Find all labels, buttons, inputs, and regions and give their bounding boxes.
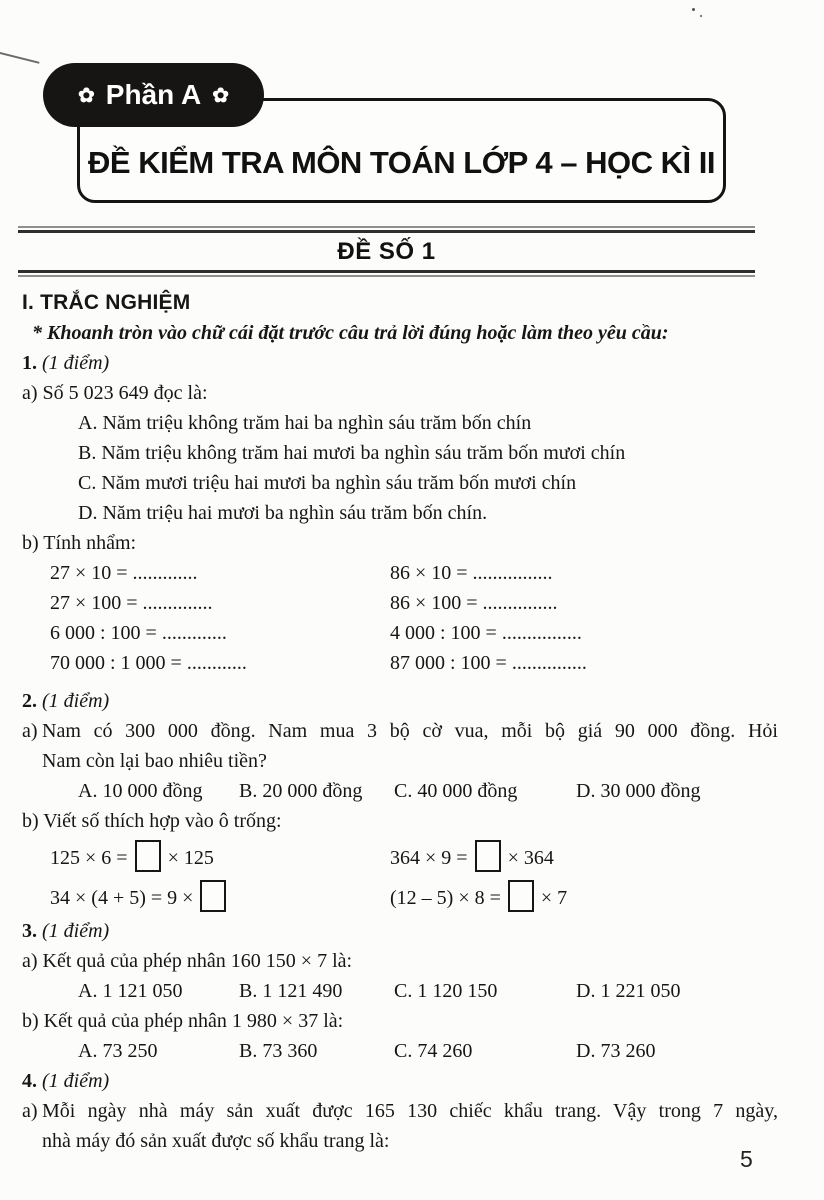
question-number: 4. (22, 1070, 37, 1092)
question-4-header (22, 1066, 778, 1096)
question-3-header (22, 916, 778, 946)
question-points: (1 điểm) (42, 690, 110, 712)
q2-option-d: D. 30 000 đồng (576, 780, 701, 802)
q3b-prompt: b) Kết quả của phép nhân 1 980 × 37 là: (22, 1010, 344, 1032)
q1-option-a: A. Năm triệu không trăm hai ba nghìn sáu trăm bốn chín (78, 412, 532, 434)
equation: 4 000 : 100 = ................ (390, 622, 582, 644)
answer-box (475, 840, 501, 872)
q2-option-b: B. 20 000 đồng (239, 780, 363, 802)
mental-math-row (22, 588, 778, 618)
q3a-option-c: C. 1 120 150 (394, 980, 498, 1002)
question-number: 1. (22, 352, 37, 374)
question-points: (1 điểm) (42, 352, 110, 374)
q4a-label: a) (22, 1100, 38, 1122)
exam-number-banner (18, 226, 755, 277)
flower-icon-left: ✿ (78, 85, 95, 107)
scan-artifact-line (0, 50, 40, 64)
q1-option-b: B. Năm triệu không trăm hai mươi ba nghìn sáu trăm bốn mươi chín (78, 442, 626, 464)
equation: 86 × 10 = ................ (390, 562, 553, 584)
equation: 27 × 10 = ............. (50, 562, 198, 584)
equation: 70 000 : 1 000 = ............ (50, 652, 247, 674)
scan-speck (692, 8, 695, 11)
fill-blank-equation (390, 880, 778, 913)
q3a-option-d: D. 1 221 050 (576, 980, 681, 1002)
question-2-header (22, 686, 778, 716)
equation: 86 × 100 = ............... (390, 592, 558, 614)
equation: 27 × 100 = .............. (50, 592, 213, 614)
part-badge-label: Phần A (105, 79, 202, 110)
q3a-option-b: B. 1 121 490 (239, 980, 343, 1002)
answer-box (508, 880, 534, 912)
question-points: (1 điểm) (42, 920, 110, 942)
q1-option-c: C. Năm mươi triệu hai mươi ba nghìn sáu trăm bốn mươi chín (78, 472, 577, 494)
flower-icon-right: ✿ (212, 85, 229, 107)
mental-math-row (22, 618, 778, 648)
q1-option-d: D. Năm triệu hai mươi ba nghìn sáu trăm bốn chín. (78, 502, 488, 524)
question-number: 3. (22, 920, 37, 942)
fill-blank-equation (50, 880, 390, 913)
instruction-text: * Khoanh tròn vào chữ cái đặt trước câu trả lời đúng hoặc làm theo yêu cầu: (32, 322, 669, 344)
answer-box (200, 880, 226, 912)
equation-post: × 364 (507, 846, 554, 869)
q3b-option-b: B. 73 360 (239, 1040, 318, 1062)
fill-blank-row (22, 876, 778, 916)
equation-pre: 34 × (4 + 5) = 9 × (50, 886, 194, 909)
q2a-line2: Nam còn lại bao nhiêu tiền? (42, 750, 267, 772)
equation: 6 000 : 100 = ............. (50, 622, 227, 644)
q3b-option-c: C. 74 260 (394, 1040, 473, 1062)
q2-option-a: A. 10 000 đồng (78, 780, 203, 802)
q2a-line1: Nam có 300 000 đồng. Nam mua 3 bộ cờ vua, mỗi bộ giá 90 000 đồng. Hỏi (42, 720, 778, 742)
equation-pre: 364 × 9 = (390, 846, 468, 869)
fill-blank-row (22, 836, 778, 876)
q3b-option-a: A. 73 250 (78, 1040, 158, 1062)
q1a-prompt: a) Số 5 023 649 đọc là: (22, 382, 208, 404)
mental-math-row (22, 648, 778, 678)
page-number: 5 (740, 1146, 753, 1172)
q1b-prompt: b) Tính nhẩm: (22, 532, 137, 554)
exam-number: ĐỀ SỐ 1 (337, 238, 436, 265)
equation: 87 000 : 100 = ............... (390, 652, 587, 674)
q4a-prompt (22, 1096, 778, 1156)
q2-option-c: C. 40 000 đồng (394, 780, 518, 802)
q4a-line2: nhà máy đó sản xuất được số khẩu trang là: (42, 1130, 390, 1152)
q3a-options-row (22, 976, 778, 1006)
fill-blank-equation (390, 840, 778, 873)
part-badge (43, 63, 264, 127)
q3b-option-d: D. 73 260 (576, 1040, 656, 1062)
fill-blank-equation (50, 840, 390, 873)
q3b-options-row (22, 1036, 778, 1066)
equation-pre: (12 – 5) × 8 = (390, 886, 501, 909)
scan-speck (700, 15, 702, 17)
q3a-prompt: a) Kết quả của phép nhân 160 150 × 7 là: (22, 950, 353, 972)
q2b-prompt: b) Viết số thích hợp vào ô trống: (22, 810, 282, 832)
question-1-header (22, 348, 778, 378)
banner-rule-bottom (18, 270, 755, 277)
q2a-prompt (22, 716, 778, 776)
banner-rule-top (18, 226, 755, 233)
exam-content (0, 288, 824, 1156)
exam-title: ĐỀ KIỂM TRA MÔN TOÁN LỚP 4 – HỌC KÌ II (88, 145, 715, 180)
equation-pre: 125 × 6 = (50, 846, 128, 869)
equation-post: × 125 (167, 846, 214, 869)
answer-box (135, 840, 161, 872)
question-points: (1 điểm) (42, 1070, 110, 1092)
q2-options-row (22, 776, 778, 806)
q3a-option-a: A. 1 121 050 (78, 980, 183, 1002)
equation-post: × 7 (540, 886, 568, 909)
q4a-line1: Mỗi ngày nhà máy sản xuất được 165 130 chiếc khẩu trang. Vậy trong 7 ngày, (42, 1100, 778, 1122)
question-number: 2. (22, 690, 37, 712)
q2a-label: a) (22, 720, 38, 742)
mental-math-row (22, 558, 778, 588)
section-heading: I. TRẮC NGHIỆM (22, 291, 191, 314)
